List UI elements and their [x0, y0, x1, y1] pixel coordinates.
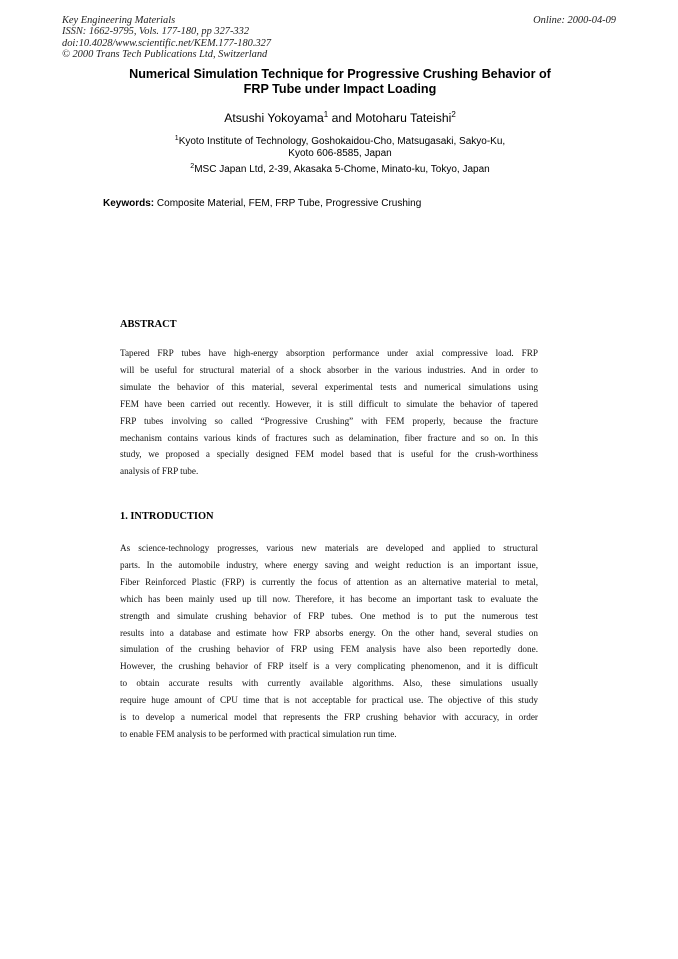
- author-affiliation-mark: 2: [451, 110, 456, 119]
- author-name: Atsushi Yokoyama: [224, 111, 324, 125]
- author-list: [80, 111, 600, 126]
- introduction-line: However, the crushing behavior of FRP itself is a very complicating phenomenon, and it is difficult: [120, 661, 538, 672]
- introduction-line: to obtain accurate results with currently available algorithms. Also, these simulations usually: [120, 678, 538, 689]
- keywords: [103, 198, 583, 210]
- abstract-line: study, we proposed a specially designed FEM model based that is useful for the crush-worthiness: [120, 449, 538, 460]
- affiliation-mark: 1: [174, 135, 179, 142]
- introduction-line: to enable FEM analysis to be performed with practical simulation run time.: [120, 728, 397, 739]
- author-name: Motoharu Tateishi: [355, 111, 452, 125]
- journal-copyright: © 2000 Trans Tech Publications Ltd, Switzerland: [62, 49, 268, 61]
- journal-doi: doi:10.4028/www.scientific.net/KEM.177-180.327: [62, 37, 272, 49]
- abstract-line: mechanism contains various kinds of fractures such as delamination, fiber fracture and so on. In this: [120, 432, 538, 443]
- abstract-line: simulate the behavior of this material, several experimental tests and numerical simulations using: [120, 381, 538, 392]
- affiliation: [100, 164, 580, 176]
- affiliation-text: MSC Japan Ltd, 2-39, Akasaka 5-Chome, Minato-ku, Tokyo, Japan: [194, 164, 490, 175]
- abstract-line: FRP tubes involving so called “Progressive Crushing” with FEM properly, because the fracture: [120, 415, 538, 426]
- abstract-line: Tapered FRP tubes have high-energy absorption performance under axial compressive load. FRP: [120, 348, 538, 358]
- paper-title: [80, 67, 600, 97]
- affiliation-text: Kyoto 606-8585, Japan: [288, 148, 392, 160]
- introduction-line: is to develop a numerical model that represents the FRP crushing behavior with accuracy, in order: [120, 712, 538, 723]
- introduction-line: results into a database and estimate how FRP absorbs energy. On the other hand, several studies on: [120, 627, 538, 638]
- author-affiliation-mark: 1: [323, 110, 329, 119]
- abstract-body: [120, 345, 538, 480]
- journal-issn: ISSN: 1662-9795, Vols. 177-180, pp 327-332: [62, 26, 250, 38]
- keywords-list: Composite Material, FEM, FRP Tube, Progressive Crushing: [156, 198, 422, 209]
- paper-title-line: FRP Tube under Impact Loading: [243, 82, 437, 96]
- introduction-line: As science-technology progresses, various new materials are developed and applied to structural: [120, 543, 538, 553]
- introduction-line: strength and simulate crushing behavior of FRP tubes. One method is to put the numerous test: [120, 610, 538, 621]
- introduction-line: which has been mainly used up till now. Therefore, it has become an important task to evaluate the: [120, 593, 538, 604]
- paper-title-line: Numerical Simulation Technique for Progressive Crushing Behavior of: [129, 67, 551, 81]
- introduction-heading: 1. INTRODUCTION: [120, 511, 214, 522]
- affiliation-text: Kyoto Institute of Technology, Goshokaidou-Cho, Matsugasaki, Sakyo-Ku,: [178, 136, 506, 147]
- introduction-line: parts. In the automobile industry, where energy saving and weight reduction is an important issue,: [120, 559, 538, 570]
- introduction-body: [120, 540, 538, 743]
- journal-name: Key Engineering Materials: [62, 15, 176, 26]
- affiliation-mark: 2: [190, 163, 195, 170]
- abstract-line: analysis of FRP tube.: [120, 466, 199, 477]
- affiliation: [100, 136, 580, 160]
- keywords-label: Keywords:: [103, 198, 155, 209]
- introduction-line: require huge amount of CPU time that is not acceptable for practical use. The objective of this study: [120, 695, 538, 706]
- abstract-line: will be useful for structural material of a shock absorber in the various industries. And in order to: [120, 364, 538, 375]
- introduction-line: simulation of the crushing behavior of FRP using FEM analysis have also been reportedly done.: [120, 644, 538, 655]
- journal-citation: [62, 15, 482, 61]
- introduction-line: Fiber Reinforced Plastic (FRP) is currently the focus of attention as an alternative material to metal,: [120, 576, 538, 587]
- abstract-heading: ABSTRACT: [120, 319, 177, 330]
- online-date: Online: 2000-04-09: [533, 15, 616, 26]
- author-joiner: and: [331, 111, 352, 125]
- abstract-line: FEM have been carried out recently. However, it is still difficult to simulate the behavior of tapered: [120, 398, 538, 409]
